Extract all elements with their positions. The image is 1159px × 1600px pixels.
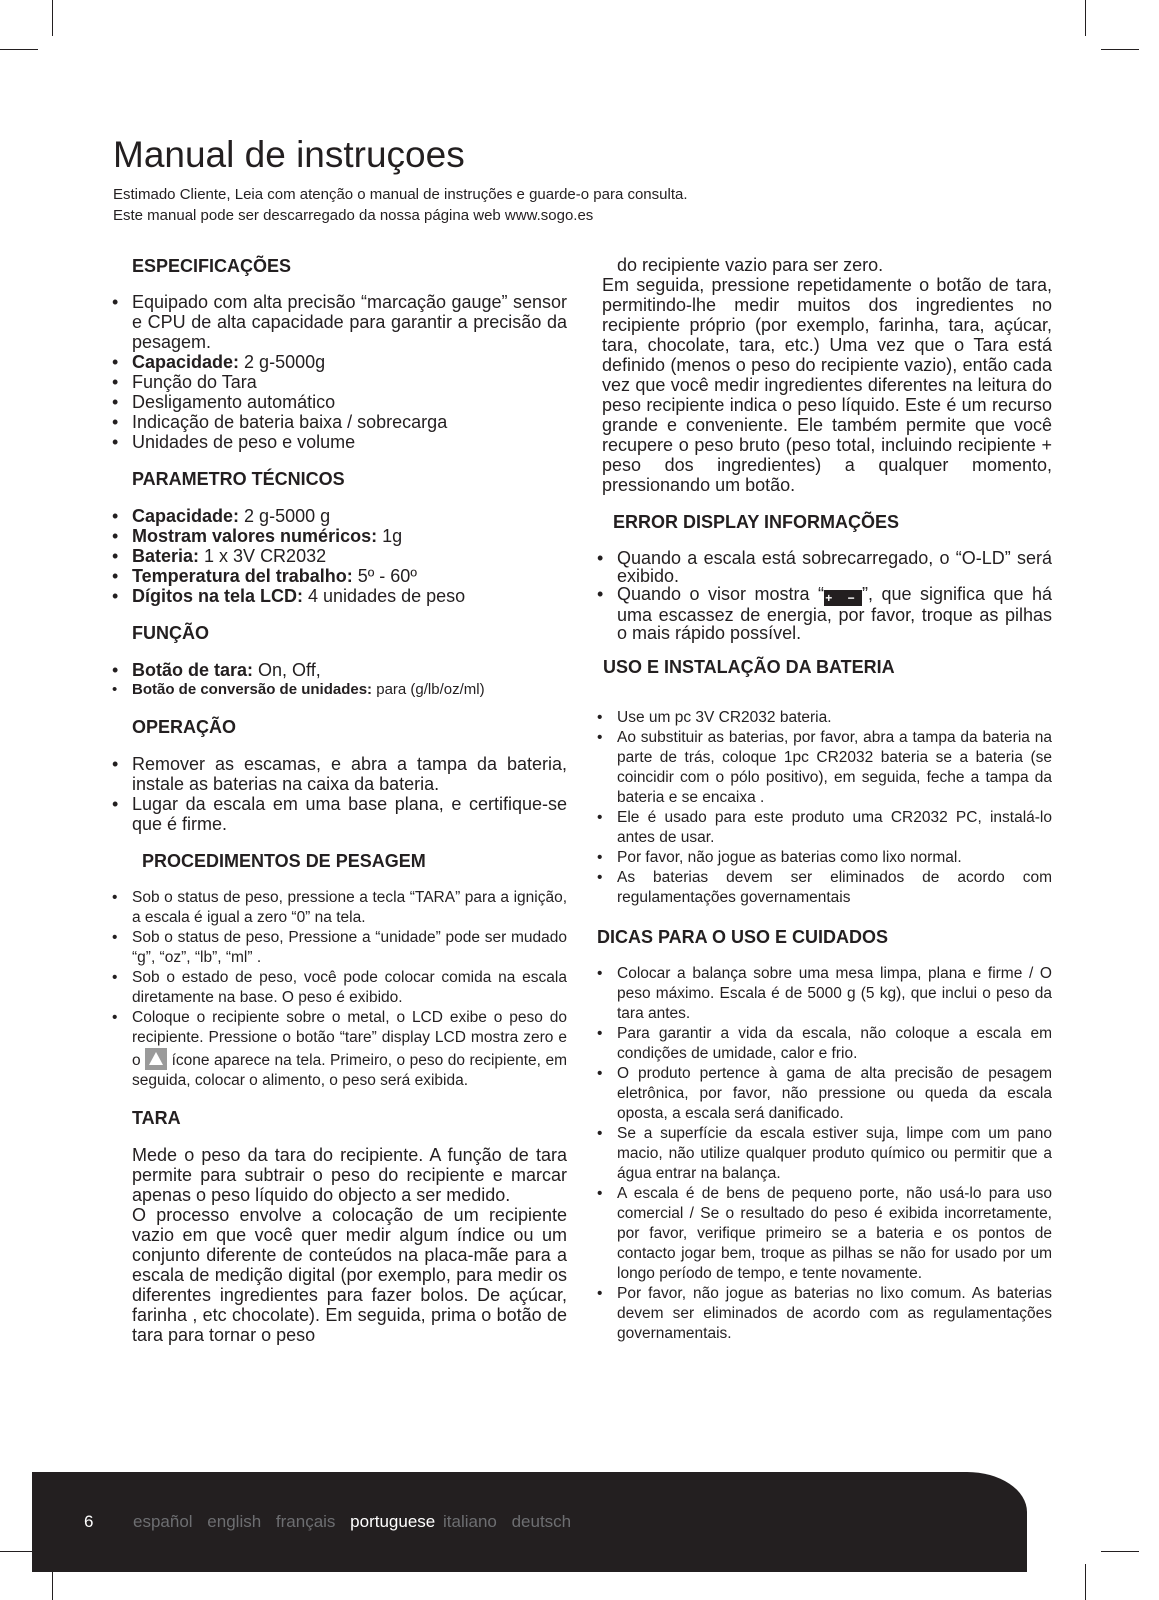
list-item: • Colocar a balança sobre uma mesa limpa, plana e firme / O peso máximo. Escala é de 5000 g (5 kg), que inclui o peso da tara antes.: [597, 964, 1052, 1024]
tare-continued-paragraph: do recipiente vazio para ser zero.: [617, 255, 884, 275]
list-item: • Sob o estado de peso, você pode colocar comida na escala diretamente na base. O peso é exibido.: [112, 968, 567, 1008]
operation-list: [112, 754, 567, 834]
list-item: • Coloque o recipiente sobre o metal, o LCD exibe o peso do recipiente. Pressione o botão “tare” display LCD mostra zero e o ícone aparece na tela. Primeiro, o peso do recipiente, em seguida, colocar o alimento, o peso será exibida.: [112, 1008, 567, 1091]
list-item: • O produto pertence à gama de alta precisão de pesagem eletrônica, por favor, não pressione ou queda da escala oposta, a escala será danificado.: [597, 1064, 1052, 1124]
spec-list: [112, 292, 567, 452]
page-number: 6: [84, 1512, 94, 1531]
list-item: • Se a superfície da escala estiver suja, limpe com um pano macio, não utilize qualquer produto químico ou permitir que a água entrar na balança.: [597, 1124, 1052, 1184]
crop-mark: [0, 49, 38, 50]
right-column: [597, 255, 1052, 1344]
param-list: [112, 506, 567, 606]
section-heading-error-display: ERROR DISPLAY INFORMAÇÕES: [613, 512, 900, 532]
crop-mark: [1085, 1564, 1086, 1600]
list-item: • Botão de tara: On, Off,: [112, 660, 567, 680]
crop-mark: [1101, 1551, 1139, 1552]
weighing-list: [112, 888, 567, 1091]
list-item: • Capacidade: 2 g-5000g: [112, 352, 567, 372]
language-link[interactable]: français: [275, 1512, 336, 1531]
language-link-active[interactable]: portuguese: [350, 1512, 436, 1531]
tare-icon: [145, 1048, 167, 1070]
section-heading-weighing: PROCEDIMENTOS DE PESAGEM: [142, 851, 426, 871]
list-item: • As baterias devem ser eliminados de acordo com regulamentações governamentais: [597, 868, 1052, 908]
language-link[interactable]: español: [133, 1512, 193, 1531]
crop-mark: [1101, 49, 1139, 50]
list-item: • Ao substituir as baterias, por favor, abra a tampa da bateria na parte de trás, coloque 1pc CR2032 bateria se a bateria (se coincidir com o pólo positivo), em seguida, feche a tampa da bateria e se encaixa .: [597, 728, 1052, 808]
tare-continued-paragraph: Em seguida, pressione repetidamente o botão de tara, permitindo-lhe medir muitos dos ingredientes no recipiente próprio (por exemplo, farinha, tara, açúcar, tara, chocolate, tara, etc.) Uma vez que o Tara está definido (menos o peso do recipiente vazio), então cada vez que você medir ingredientes diferentes na leitura do peso recipiente indica o peso líquido. Este é um recurso grande e conveniente. Ele também permite que você recupere o peso bruto (peso total, incluindo recipiente + peso dos ingredientes) a qualquer momento, pressionando um botão.: [602, 275, 1052, 495]
list-item: • Botão de conversão de unidades: para (g/lb/oz/ml): [112, 680, 567, 700]
page-title: Manual de instruçoes: [113, 134, 465, 175]
intro-line: Este manual pode ser descarregado da nossa página web www.sogo.es: [113, 207, 594, 224]
language-link[interactable]: english: [207, 1512, 262, 1531]
list-item: • Por favor, não jogue as baterias como lixo normal.: [597, 848, 1052, 868]
crop-mark: [1085, 0, 1086, 36]
list-item: • Quando o visor mostra “+ −”, que significa que há uma escassez de energia, por favor, troque as pilhas o mais rápido possível.: [597, 585, 1052, 642]
list-item: • Desligamento automático: [112, 392, 567, 412]
tare-paragraph: O processo envolve a colocação de um recipiente vazio em que você quer medir algum índice ou um conjunto diferente de conteúdos na placa-mãe para a escala de medição digital (por exemplo, para medir os diferentes ingredientes para fazer bolos. De açúcar, farinha , etc chocolate). Em seguida, prima o botão de tara para tornar o peso: [132, 1205, 567, 1345]
list-item: • Indicação de bateria baixa / sobrecarga: [112, 412, 567, 432]
language-list: [133, 1512, 581, 1532]
section-heading-function: FUNÇÃO: [132, 623, 209, 643]
tare-paragraph: Mede o peso da tara do recipiente. A função de tara permite para subtrair o peso do recipiente e marcar apenas o peso líquido do objecto a ser medido.: [132, 1145, 567, 1205]
list-item: • A escala é de bens de pequeno porte, não usá-lo para uso comercial / Se o resultado do peso é exibida incorretamente, por favor, verifique primeiro se a bateria e os pontos de contacto jogar bem, troque as pilhas se não for usado por um longo período de tempo, e tente novamente.: [597, 1184, 1052, 1284]
intro-line: Estimado Cliente, Leia com atenção o manual de instruções e guarde-o para consulta.: [113, 186, 688, 203]
battery-icon: + −: [825, 591, 861, 605]
list-item: • Dígitos na tela LCD: 4 unidades de peso: [112, 586, 567, 606]
list-item: • Bateria: 1 x 3V CR2032: [112, 546, 567, 566]
list-item: • Por favor, não jogue as baterias no lixo comum. As baterias devem ser eliminados de acordo com as regulamentações governamentais.: [597, 1284, 1052, 1344]
list-item: • Ele é usado para este produto uma CR2032 PC, instalá-lo antes de usar.: [597, 808, 1052, 848]
list-item: • Unidades de peso e volume: [112, 432, 567, 452]
list-item: • Para garantir a vida da escala, não coloque a escala em condições de umidade, calor e frio.: [597, 1024, 1052, 1064]
list-item: • Sob o status de peso, Pressione a “unidade” pode ser mudado “g”, “oz”, “lb”, “ml” .: [112, 928, 567, 968]
list-item: • Sob o status de peso, pressione a tecla “TARA” para a ignição, a escala é igual a zero “0” na tela.: [112, 888, 567, 928]
left-column: [112, 255, 567, 1345]
error-list: [597, 549, 1052, 642]
list-item: • Quando a escala está sobrecarregado, o “O-LD” será exibido.: [597, 549, 1052, 585]
section-heading-battery: USO E INSTALAÇÃO DA BATERIA: [603, 657, 895, 677]
function-list: [112, 660, 567, 700]
section-heading-parameters: PARAMETRO TÉCNICOS: [132, 469, 345, 489]
section-heading-tare: TARA: [132, 1108, 181, 1128]
section-heading-tips: DICAS PARA O USO E CUIDADOS: [597, 927, 889, 947]
list-item: • Lugar da escala em uma base plana, e certifique-se que é firme.: [112, 794, 567, 834]
language-link[interactable]: deutsch: [511, 1512, 572, 1531]
list-item: • Remover as escamas, e abra a tampa da bateria, instale as baterias na caixa da bateria.: [112, 754, 567, 794]
section-heading-specifications: ESPECIFICAÇÕES: [132, 256, 292, 276]
language-link[interactable]: italiano: [442, 1512, 497, 1531]
list-item: • Equipado com alta precisão “marcação gauge” sensor e CPU de alta capacidade para garantir a precisão da pesagem.: [112, 292, 567, 352]
crop-mark: [52, 0, 53, 36]
list-item: • Use um pc 3V CR2032 bateria.: [597, 708, 1052, 728]
list-item: • Função do Tara: [112, 372, 567, 392]
list-item: • Mostram valores numéricos: 1g: [112, 526, 567, 546]
section-heading-operation: OPERAÇÃO: [132, 717, 237, 737]
list-item: • Capacidade: 2 g-5000 g: [112, 506, 567, 526]
tips-list: [597, 964, 1052, 1344]
list-item: • Temperatura del trabalho: 5º - 60º: [112, 566, 567, 586]
battery-list: [597, 708, 1052, 908]
